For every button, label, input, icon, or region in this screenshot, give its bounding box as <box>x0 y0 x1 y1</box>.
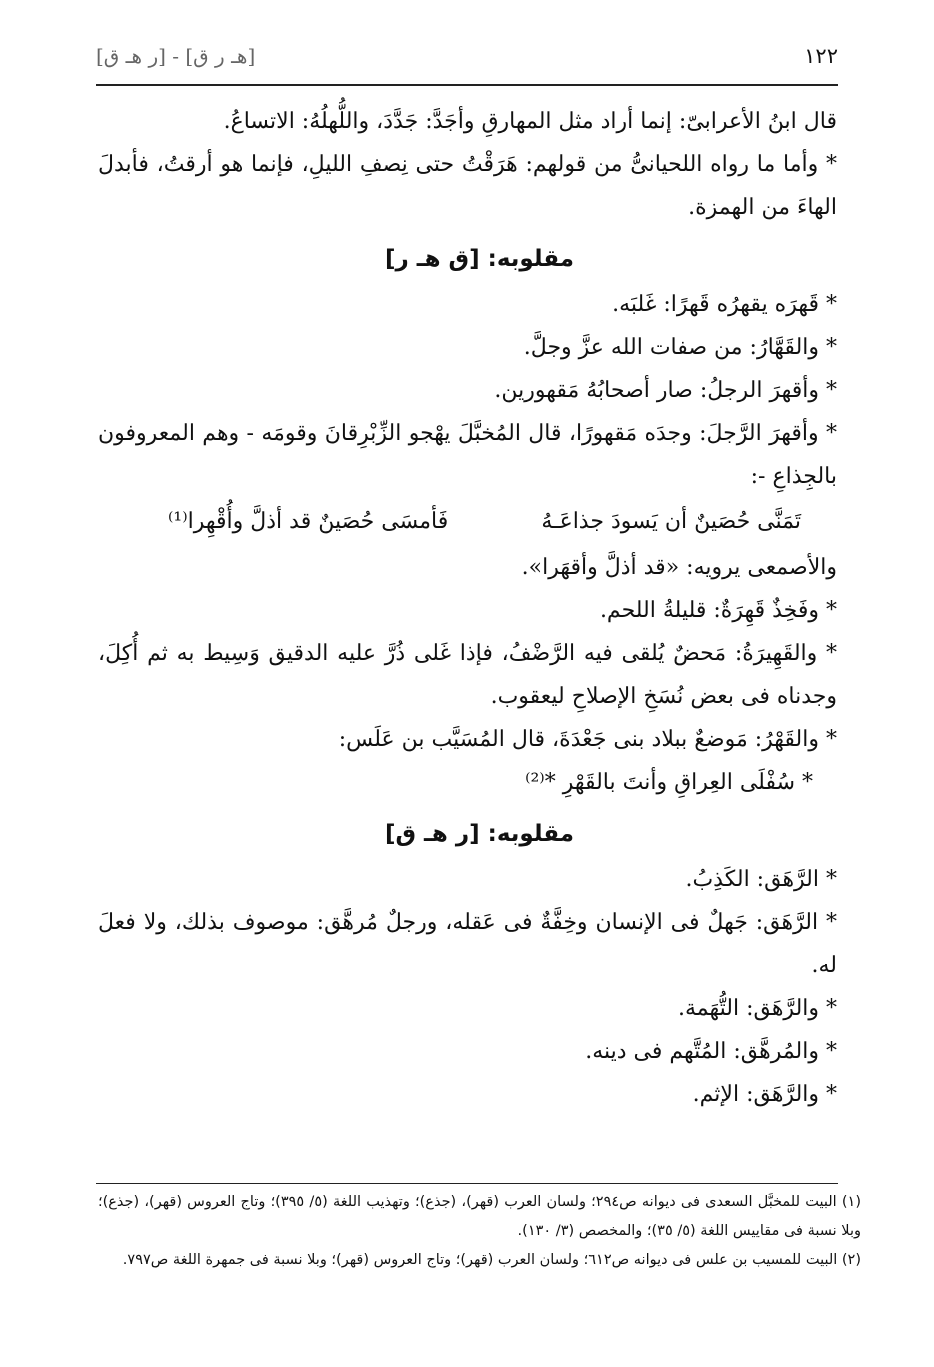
verse-hemistich-first: تَمَنَّى حُصَينٌ أن يَسودَ جذاعَـهُ <box>541 509 801 534</box>
footnotes <box>98 1188 861 1275</box>
paragraph: * والرَّهَق: الإثم. <box>692 1082 837 1107</box>
paragraph: * وأقهرَ الرجلُ: صار أصحابُهُ مَقهورين. <box>494 378 837 403</box>
page-number: ١٢٢ <box>804 44 838 68</box>
poetry-verse <box>98 498 861 546</box>
paragraph: * والقَهْرُ: مَوضعٌ ببلاد بنى جَعْدَةَ، قال المُسَيَّب بن عَلَس: <box>338 727 837 752</box>
paragraph: * قَهرَه يقهرُه قَهرًا: غَلبَه. <box>612 292 837 317</box>
verse-hemistich-second: فَأمسَى حُصَينٌ قد أذلَّ وأُقْهِرا⁽¹⁾ <box>168 509 449 534</box>
paragraph: * وأما ما رواه اللحيانىُّ من قولهم: هَرَقْتُ حتى نِصفِ الليلِ، فإنما هو أرقتُ، فأبدلَ الهاءَ من الهمزة. <box>98 152 837 220</box>
paragraph: * وفَخِذٌ قَهِرَةٌ: قليلةُ اللحم. <box>599 598 837 623</box>
section-heading: مقلوبه: [ر هـ ق] <box>384 821 575 847</box>
footnote: (١) البيت للمخبَّل السعدى فى ديوانه ص٢٩٤؛ ولسان العرب (قهر)، (جذع)؛ وتهذيب اللغة (٥/ ٣٩٥)؛ وتاج العروس (قهر)، (جذع)؛ وبلا نسبة فى مقاييس اللغة (٥/ ٣٥)؛ والمخصص (٣/ ١٣٠). <box>98 1194 862 1239</box>
running-title: [هـ ر ق] - [ر هـ ق] <box>96 44 256 68</box>
section-heading: مقلوبه: [ق هـ ر] <box>384 246 575 272</box>
footnote: (٢) البيت للمسيب بن علس فى ديوانه ص٦١٢؛ ولسان العرب (قهر)؛ وتاج العروس (قهر)؛ وبلا نسبة فى جمهرة اللغة ص٧٩٧. <box>122 1252 861 1268</box>
paragraph: والأصمعى يرويه: «قد أذلَّ وأقهَرا». <box>521 555 837 580</box>
paragraph: * والمُرهَّق: المُتَّهم فى دينه. <box>585 1039 837 1064</box>
paragraph: * الرَّهَق: الكَذِبُ. <box>685 867 837 892</box>
paragraph: * الرَّهَق: جَهلٌ فى الإنسان وخِفَّةٌ فى عَقله، ورجلٌ مُرهَّق: موصوف بذلك، ولا فعلَ له. <box>98 910 837 978</box>
paragraph: * والقَهِيرَةُ: مَحضٌ يُلقى فيه الرَّضْفُ، فإذا غَلى ذُرَّ عليه الدقيق وَسِيط به ثم أُكِلَ، وجدناه فى بعض نُسَخِ الإصلاحِ ليعقوب. <box>98 641 837 709</box>
footnote-divider <box>96 1183 838 1184</box>
poetry-verse-single: * سُفْلَى العِراقِ وأنتَ بالقَهْرِ *⁽²⁾ <box>525 770 813 795</box>
main-text <box>98 100 861 1116</box>
paragraph: * وأقهرَ الرَّجلَ: وجدَه مَقهورًا، قال المُخبَّلَ يهْجو الزِّبْرِقانَ وقومَه - وهم المعروفون بالجِذاعِ -: <box>98 421 837 489</box>
paragraph: * والقَهَّارُ: من صفات الله عزَّ وجلَّ. <box>523 335 837 360</box>
paragraph: * والرَّهَق: التُّهَمة. <box>677 996 837 1021</box>
header-divider <box>96 84 838 86</box>
paragraph: قال ابنُ الأعرابىّ: إنما أراد مثل المهارقِ وأجَدَّ: جَدَّدَ، واللُّهلُهُ: الاتساعُ. <box>223 109 837 134</box>
